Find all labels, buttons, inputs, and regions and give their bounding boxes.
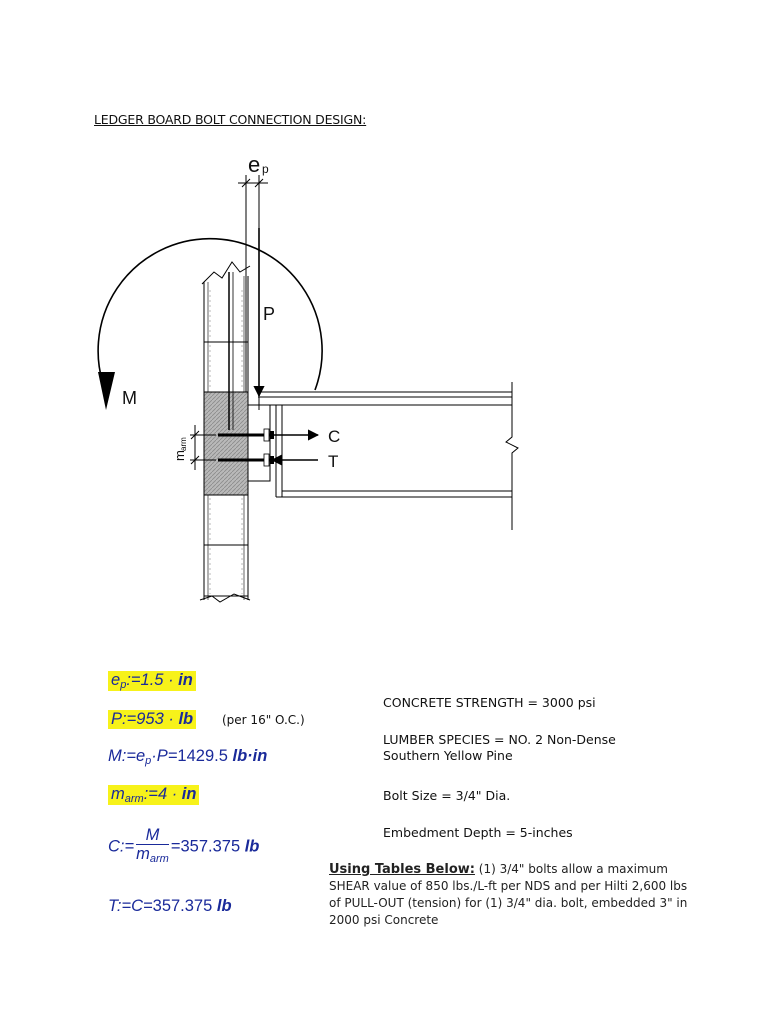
ep-label: e xyxy=(248,152,261,177)
m-label: M xyxy=(122,388,137,408)
page-title: LEDGER BOARD BOLT CONNECTION DESIGN: xyxy=(94,112,367,127)
calc-m: $M:=e_p\cdot P=1429.5$ lb·in xyxy=(108,747,268,767)
calc-t: T:=C=357.375 lb xyxy=(108,897,232,915)
ep-label-sub: p xyxy=(262,162,269,176)
ledger-board xyxy=(248,405,270,481)
bolt-size: Bolt Size = 3/4" Dia. xyxy=(383,788,511,803)
calc-c: C:= $\frac{M}{m_{arm}}$ =357.375 lb xyxy=(108,826,260,865)
calc-marm: $m_{arm}:=4$ · in xyxy=(108,785,199,805)
t-label: T xyxy=(328,452,339,471)
calc-p: P:=953 · lb xyxy=(108,710,196,729)
p-label: P xyxy=(263,304,276,324)
marm-label: m xyxy=(172,450,187,461)
concrete-strength: CONCRETE STRENGTH = 3000 psi xyxy=(383,695,596,710)
floor-joist xyxy=(258,382,518,530)
calc-ep: $e_p:=1.5$ · in xyxy=(108,671,196,691)
c-label: C xyxy=(328,427,341,446)
spacing-note: (per 16" O.C.) xyxy=(222,713,305,727)
marm-label-sub: arm xyxy=(179,437,188,451)
tables-note: Using Tables Below: (1) 3/4" bolts allow a maximum SHEAR value of 850 lbs./L-ft per NDS and per Hilti 2,600 lbs of PULL-OUT (tension) for (1) 3/4" dia. bolt, embedded 3" in 2000 psi Concrete xyxy=(329,862,688,927)
lumber-species: LUMBER SPECIES = NO. 2 Non-Dense Southern Yellow Pine xyxy=(383,732,616,763)
embedment-depth: Embedment Depth = 5-inches xyxy=(383,825,573,840)
grouted-cell xyxy=(204,392,248,495)
